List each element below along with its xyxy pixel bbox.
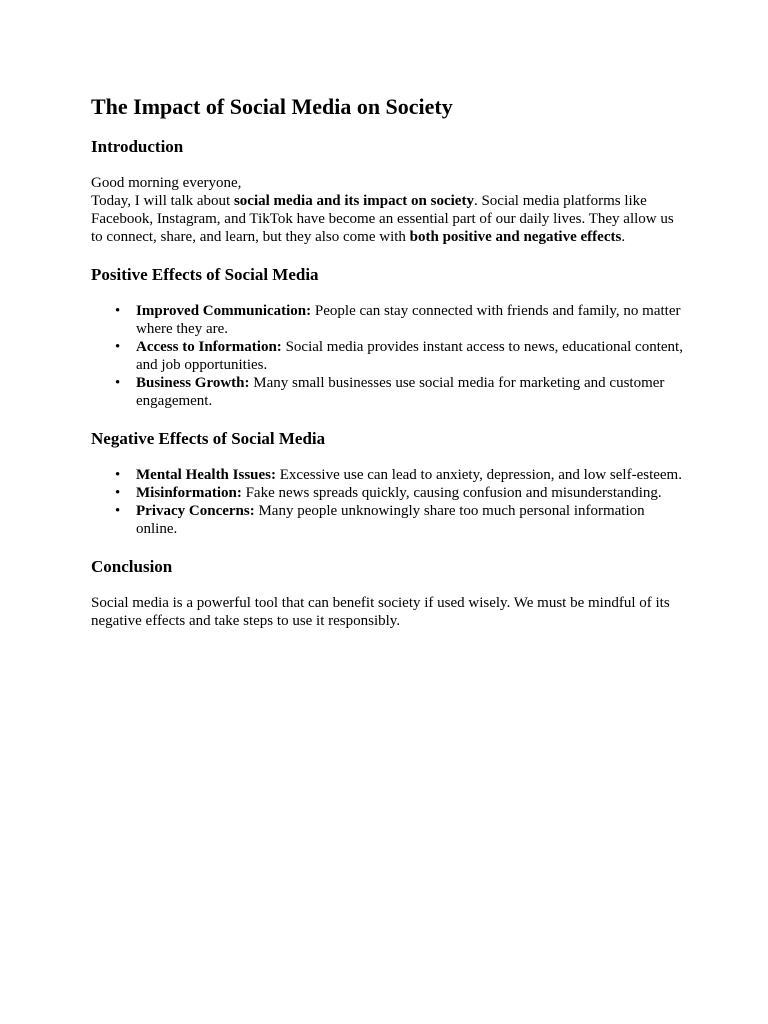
intro-text-middle: . Social media platforms like Facebook, Instagram, and TikTok have become an essential part of our daily lives. They allow us to connect, share, and learn, but they also come with xyxy=(91,193,674,245)
intro-bold-topic: social media and its impact on society xyxy=(233,193,474,209)
document-title: The Impact of Social Media on Society xyxy=(91,94,453,119)
bullet-icon: • xyxy=(115,503,121,519)
bullet-icon: • xyxy=(115,375,121,391)
bullet-icon: • xyxy=(115,339,121,355)
intro-text-before: Today, I will talk about xyxy=(91,193,234,209)
list-item-label: Misinformation: xyxy=(136,485,242,501)
negative-effects-heading: Negative Effects of Social Media xyxy=(91,429,326,448)
list-item-label: Improved Communication: xyxy=(136,303,312,319)
list-item-text: Many small businesses use social media for marketing and customer engagement. xyxy=(136,375,665,409)
conclusion-paragraph: Social media is a powerful tool that can benefit society if used wisely. We must be mindful of its negative effects and take steps to use it responsibly. xyxy=(91,595,670,629)
bullet-icon: • xyxy=(115,303,121,319)
conclusion-heading: Conclusion xyxy=(91,557,173,576)
list-item xyxy=(115,484,683,502)
bullet-icon: • xyxy=(115,467,121,483)
negative-effects-list xyxy=(91,466,683,538)
list-item xyxy=(115,502,683,538)
list-item xyxy=(115,374,683,410)
positive-effects-list xyxy=(91,302,683,410)
list-item xyxy=(115,302,683,338)
list-item xyxy=(115,466,683,484)
positive-effects-heading: Positive Effects of Social Media xyxy=(91,265,319,284)
intro-text-end: . xyxy=(621,229,626,245)
intro-bold-effects: both positive and negative effects xyxy=(409,229,622,245)
list-item-text: Many people unknowingly share too much personal information online. xyxy=(136,503,645,537)
document-page xyxy=(91,92,683,648)
introduction-paragraph xyxy=(91,174,683,246)
list-item-text: Social media provides instant access to news, educational content, and job opportunities. xyxy=(136,339,683,373)
list-item-label: Business Growth: xyxy=(136,375,250,391)
list-item-label: Mental Health Issues: xyxy=(136,467,276,483)
bullet-icon: • xyxy=(115,485,121,501)
list-item-text: People can stay connected with friends and family, no matter where they are. xyxy=(136,303,681,337)
list-item-text: Excessive use can lead to anxiety, depression, and low self-esteem. xyxy=(276,467,682,483)
introduction-heading: Introduction xyxy=(91,137,184,156)
list-item xyxy=(115,338,683,374)
list-item-label: Privacy Concerns: xyxy=(136,503,255,519)
list-item-label: Access to Information: xyxy=(136,339,282,355)
greeting-text: Good morning everyone, xyxy=(91,175,242,191)
list-item-text: Fake news spreads quickly, causing confusion and misunderstanding. xyxy=(241,485,662,501)
